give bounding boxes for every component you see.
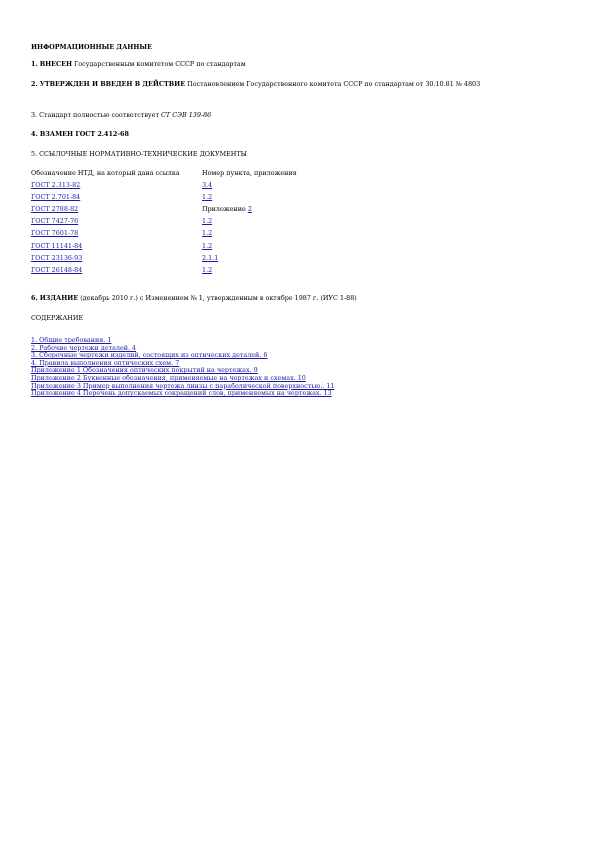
list-item: [31, 344, 571, 352]
toc-link[interactable]: Приложение 2 Буквенные обозначения, применяемые на чертежах и схемах. 10: [31, 373, 306, 382]
toc-link[interactable]: 2. Рабочие чертежи деталей. 4: [31, 343, 137, 352]
toc-link[interactable]: 4. Правила выполнения оптических схем. 7: [31, 358, 180, 367]
clause-link[interactable]: 2: [247, 205, 252, 214]
table-row: [31, 181, 297, 193]
item-1: [31, 60, 561, 69]
clause-link[interactable]: 1.2: [202, 193, 213, 202]
doc-link[interactable]: ГОСТ 2.313-82: [31, 181, 81, 190]
table-row: [31, 254, 297, 266]
references-table: [31, 169, 297, 278]
toc-link[interactable]: 3. Сборочные чертежи изделий, состоящих из оптических деталей. 6: [31, 351, 268, 360]
clause-link[interactable]: 1.2: [202, 241, 213, 250]
item-1-num: 1.: [31, 60, 38, 68]
item-2-bold: УТВЕРЖДЕН И ВВЕДЕН В ДЕЙСТВИЕ: [39, 80, 186, 88]
doc-link[interactable]: ГОСТ 23136-93: [31, 253, 83, 262]
table-row: [31, 205, 297, 217]
doc-link[interactable]: ГОСТ 2.701-84: [31, 193, 81, 202]
info-heading: ИНФОРМАЦИОННЫЕ ДАННЫЕ: [31, 43, 152, 51]
list-item: [31, 389, 571, 397]
table-row: [31, 266, 297, 278]
item-4: 4. ВЗАМЕН ГОСТ 2.412-68: [31, 130, 129, 138]
list-item: [31, 351, 571, 359]
table-row: [31, 217, 297, 229]
item-2: [31, 80, 561, 89]
item-2-num: 2.: [31, 80, 38, 88]
toc-link[interactable]: Приложение 1 Обозначения оптических покрытий на чертежах. 9: [31, 366, 258, 375]
clause-link[interactable]: 1.2: [202, 229, 213, 238]
doc-link[interactable]: ГОСТ 2788-82: [31, 205, 79, 214]
toc-heading: СОДЕРЖАНИЕ: [31, 314, 84, 322]
clause-link[interactable]: 2.1.1: [202, 253, 219, 262]
doc-link[interactable]: ГОСТ 7427-76: [31, 217, 79, 226]
ref-prefix: Приложение: [202, 205, 248, 214]
item-2-text: Постановлением Государственного комитета СССР по стандартам от 30.10.81 № 4803: [185, 80, 481, 88]
item-1-bold: ВНЕСЕН: [39, 60, 73, 68]
doc-link[interactable]: ГОСТ 11141-84: [31, 241, 83, 250]
item-1-text: Государственным комитетом СССР по стандартам: [72, 60, 246, 68]
toc-link[interactable]: Приложение 3 Пример выполнения чертежа линзы с параболической поверхностью.. 11: [31, 381, 335, 390]
clause-link[interactable]: 3.4: [202, 181, 213, 190]
clause-link[interactable]: 1.2: [202, 265, 213, 274]
table-row: [31, 242, 297, 254]
doc-link[interactable]: ГОСТ 26148-84: [31, 265, 83, 274]
list-item: [31, 382, 571, 390]
table-row: [31, 193, 297, 205]
item-6-text: (декабрь 2010 г.) с Изменением № 1, утвержденным в октябре 1987 г. (ИУС 1-88): [78, 294, 357, 302]
list-item: [31, 359, 571, 367]
table-of-contents: [31, 336, 571, 397]
item-5: 5. ССЫЛОЧНЫЕ НОРМАТИВНО-ТЕХНИЧЕСКИЕ ДОКУМЕНТЫ: [31, 150, 247, 158]
item-3-text: 3. Стандарт полностью соответствует: [31, 111, 162, 119]
item-6: [31, 294, 561, 303]
references-col-doc: Обозначение НТД, на который дана ссылка: [31, 169, 180, 177]
list-item: [31, 374, 571, 382]
item-3: [31, 111, 561, 120]
item-6-bold: ИЗДАНИЕ: [39, 294, 79, 302]
table-row: [31, 229, 297, 241]
item-3-ref: СТ СЭВ 139-86: [161, 111, 212, 119]
toc-link[interactable]: 1. Общие требования. 1: [31, 336, 112, 344]
doc-link[interactable]: ГОСТ 7601-78: [31, 229, 79, 238]
list-item: [31, 366, 571, 374]
list-item: [31, 336, 571, 344]
toc-link[interactable]: Приложение 4 Перечень допускаемых сокращений слов, применяемых на чертежах. 13: [31, 389, 332, 398]
clause-link[interactable]: 1.2: [202, 217, 213, 226]
item-6-num: 6.: [31, 294, 38, 302]
references-header-row: [31, 169, 297, 181]
references-col-ref: Номер пункта, приложения: [202, 169, 297, 177]
